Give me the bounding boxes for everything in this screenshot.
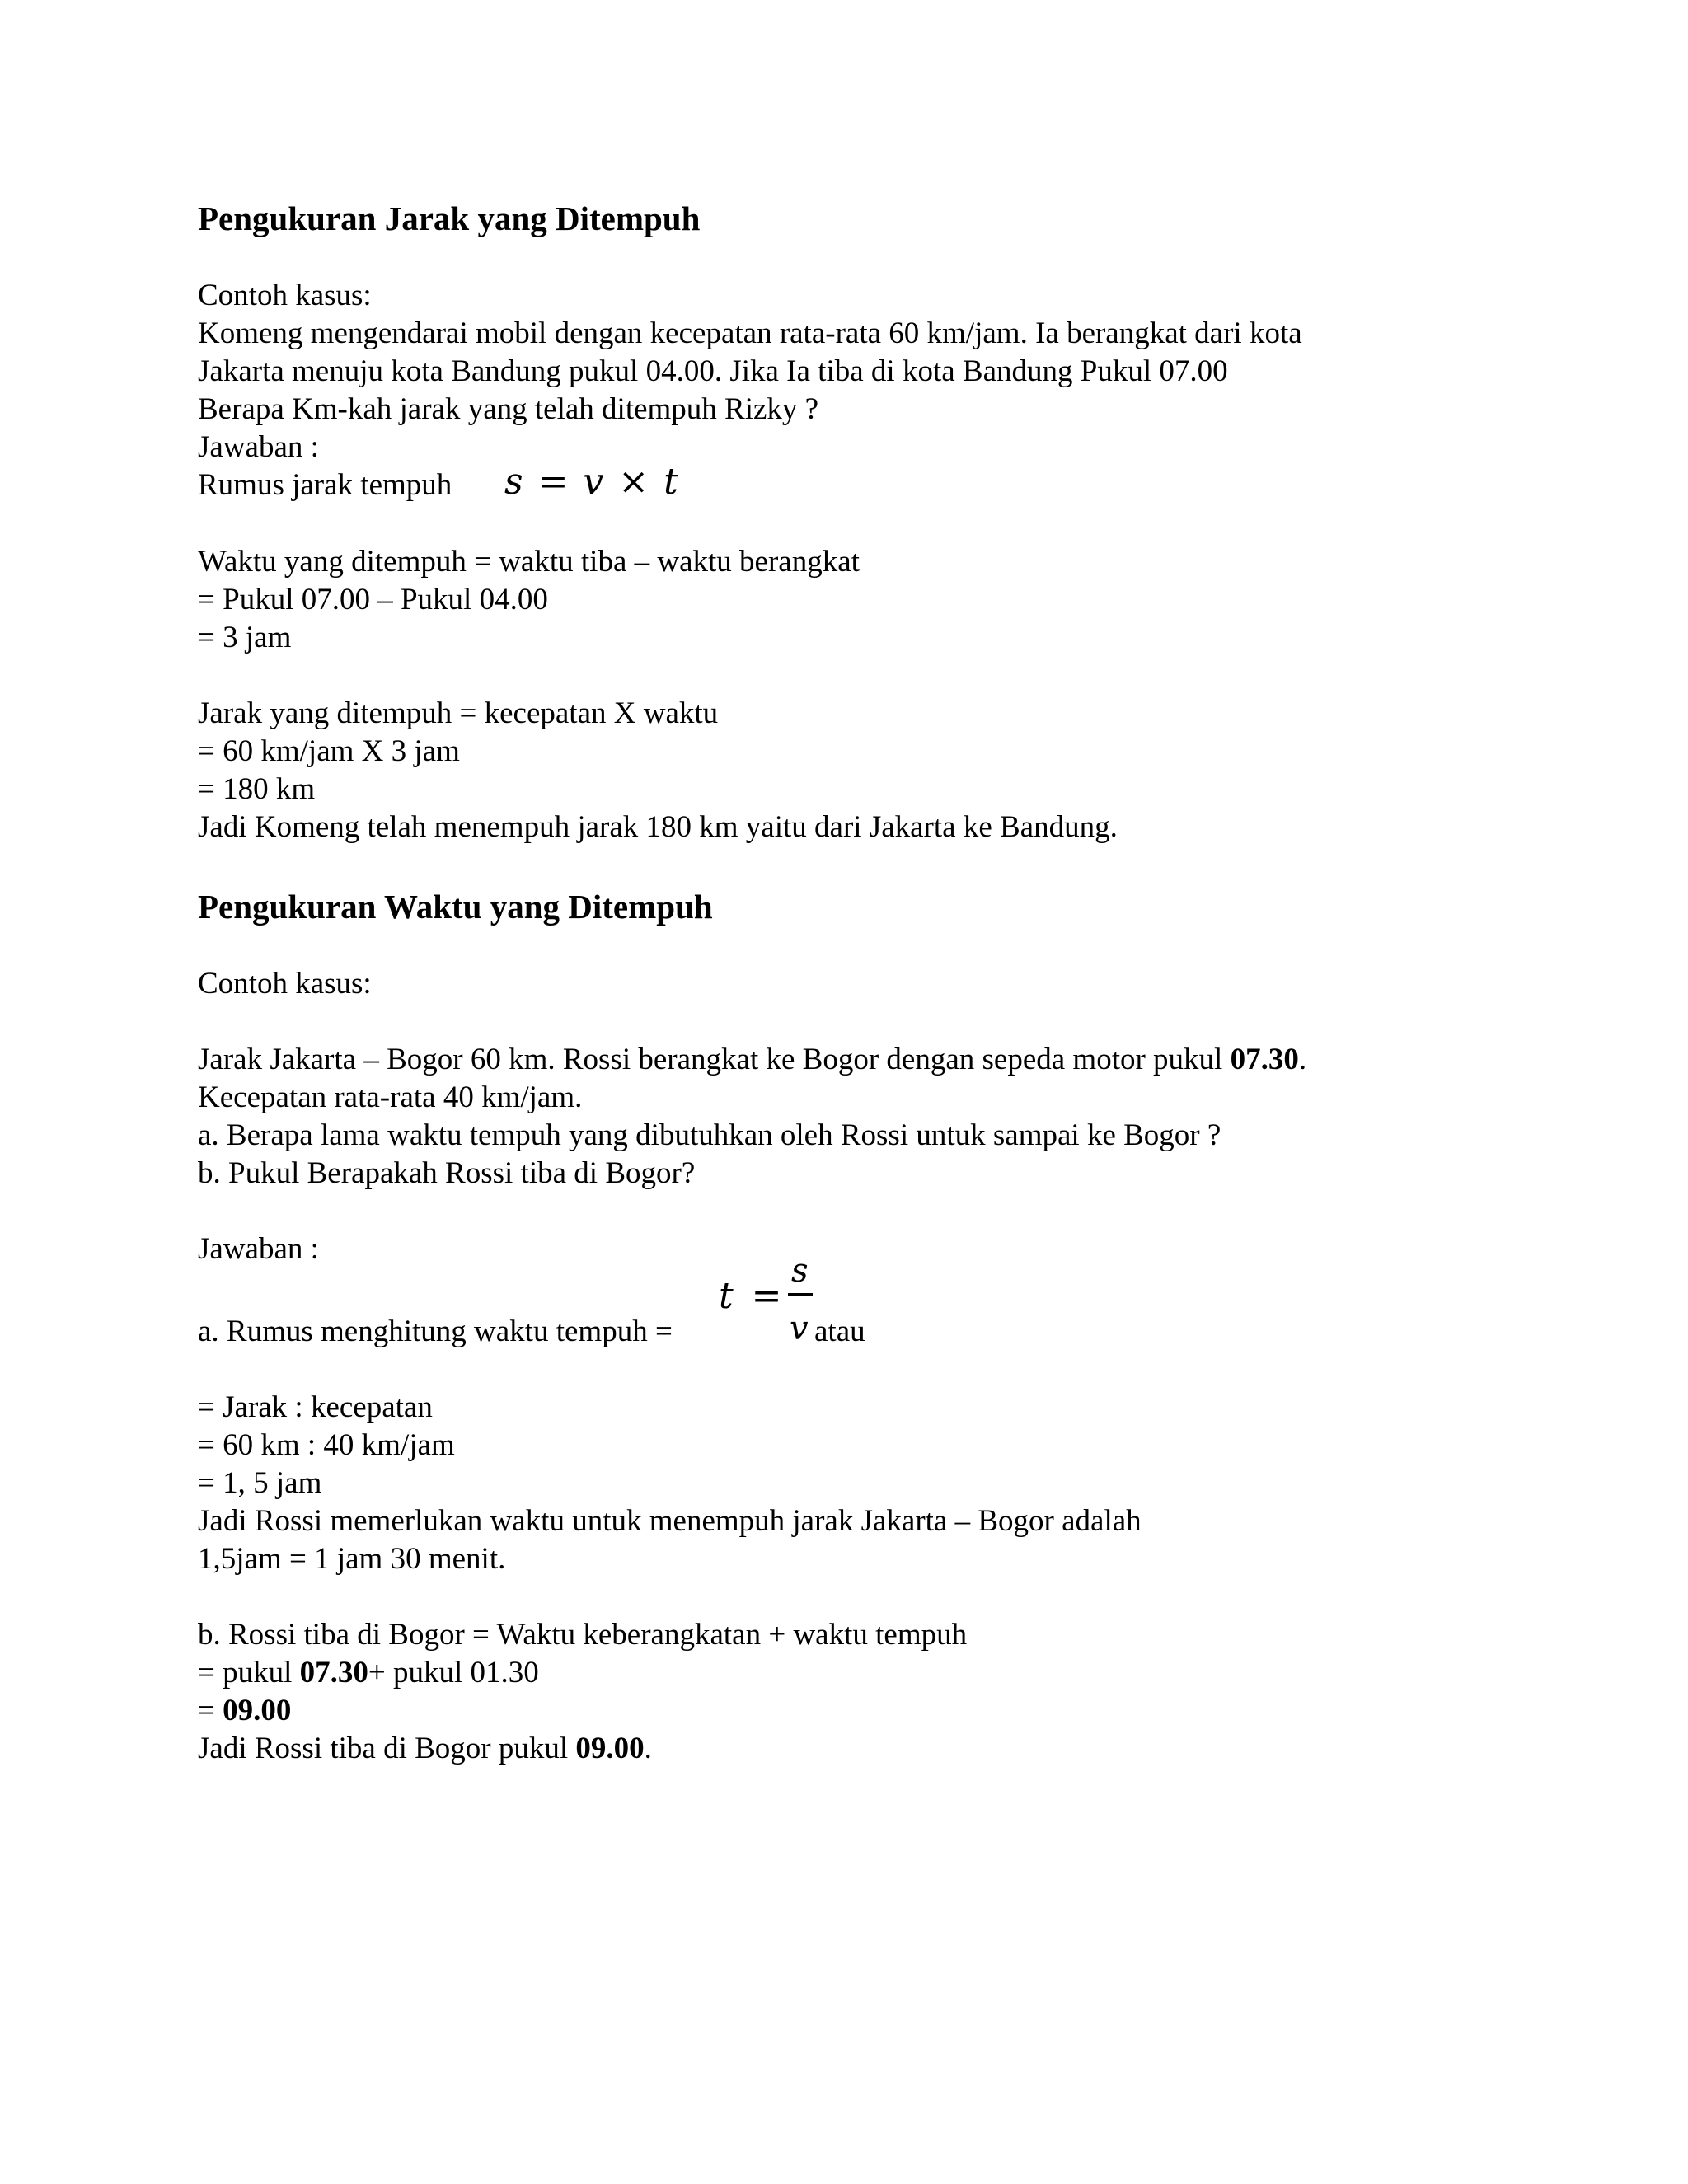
waktu-line-2: = Pukul 07.00 – Pukul 04.00 [198, 583, 548, 616]
problem2-line-1: Jarak Jakarta – Bogor 60 km. Rossi berangkat ke Bogor dengan sepeda motor pukul 07.30. [198, 1043, 1307, 1076]
part-b-line-1: b. Rossi tiba di Bogor = Waktu keberangkatan + waktu tempuh [198, 1618, 968, 1652]
section-title-waktu: Pengukuran Waktu yang Ditempuh [198, 888, 713, 926]
calc-line-2: = 60 km : 40 km/jam [198, 1428, 455, 1462]
calc-conclusion-1: Jadi Rossi memerlukan waktu untuk menempuh jarak Jakarta – Bogor adalah [198, 1504, 1142, 1538]
contoh-kasus-label: Contoh kasus: [198, 279, 372, 312]
calc-conclusion-2: 1,5jam = 1 jam 30 menit. [198, 1542, 506, 1576]
distance-formula: s = v × t [504, 461, 680, 503]
problem2-line-2: Kecepatan rata-rata 40 km/jam. [198, 1080, 583, 1114]
section-title-jarak: Pengukuran Jarak yang Ditempuh [198, 199, 701, 237]
question-a: a. Berapa lama waktu tempuh yang dibutuhkan oleh Rossi untuk sampai ke Bogor ? [198, 1118, 1221, 1152]
question-b: b. Pukul Berapakah Rossi tiba di Bogor? [198, 1156, 696, 1190]
contoh-kasus-label-2: Contoh kasus: [198, 967, 372, 1001]
problem-line-1: Komeng mengendarai mobil dengan kecepatan rata-rata 60 km/jam. Ia berangkat dari kota [198, 316, 1302, 350]
time-formula-lhs: t = [719, 1275, 785, 1317]
jarak-conclusion: Jadi Komeng telah menempuh jarak 180 km yaitu dari Jakarta ke Bandung. [198, 810, 1118, 844]
jarak-line-3: = 180 km [198, 772, 316, 806]
problem-line-2: Jakarta menuju kota Bandung pukul 04.00. Jika Ia tiba di kota Bandung Pukul 07.00 [198, 354, 1228, 388]
part-b-line-2: = pukul 07.30+ pukul 01.30 [198, 1656, 539, 1690]
calc-line-1: = Jarak : kecepatan [198, 1390, 433, 1424]
jarak-line-2: = 60 km/jam X 3 jam [198, 734, 460, 768]
fraction-bar [788, 1293, 813, 1296]
waktu-line-3: = 3 jam [198, 621, 292, 654]
waktu-line-1: Waktu yang ditempuh = waktu tiba – waktu berangkat [198, 545, 860, 579]
jarak-line-1: Jarak yang ditempuh = kecepatan X waktu [198, 696, 719, 730]
rumus-jarak-label: Rumus jarak tempuh [198, 468, 452, 502]
jawaban-label-2: Jawaban : [198, 1232, 319, 1266]
atau-text: atau [814, 1315, 865, 1348]
part-b-conclusion: Jadi Rossi tiba di Bogor pukul 09.00. [198, 1732, 652, 1765]
time-formula-numerator: s [791, 1252, 809, 1290]
calc-line-3: = 1, 5 jam [198, 1466, 322, 1500]
jawaban-label: Jawaban : [198, 430, 319, 464]
time-formula-denominator: v [790, 1310, 809, 1347]
rumus-waktu-label: a. Rumus menghitung waktu tempuh = [198, 1315, 673, 1348]
problem-line-3: Berapa Km-kah jarak yang telah ditempuh Rizky ? [198, 392, 819, 426]
part-b-line-3: = 09.00 [198, 1694, 292, 1727]
